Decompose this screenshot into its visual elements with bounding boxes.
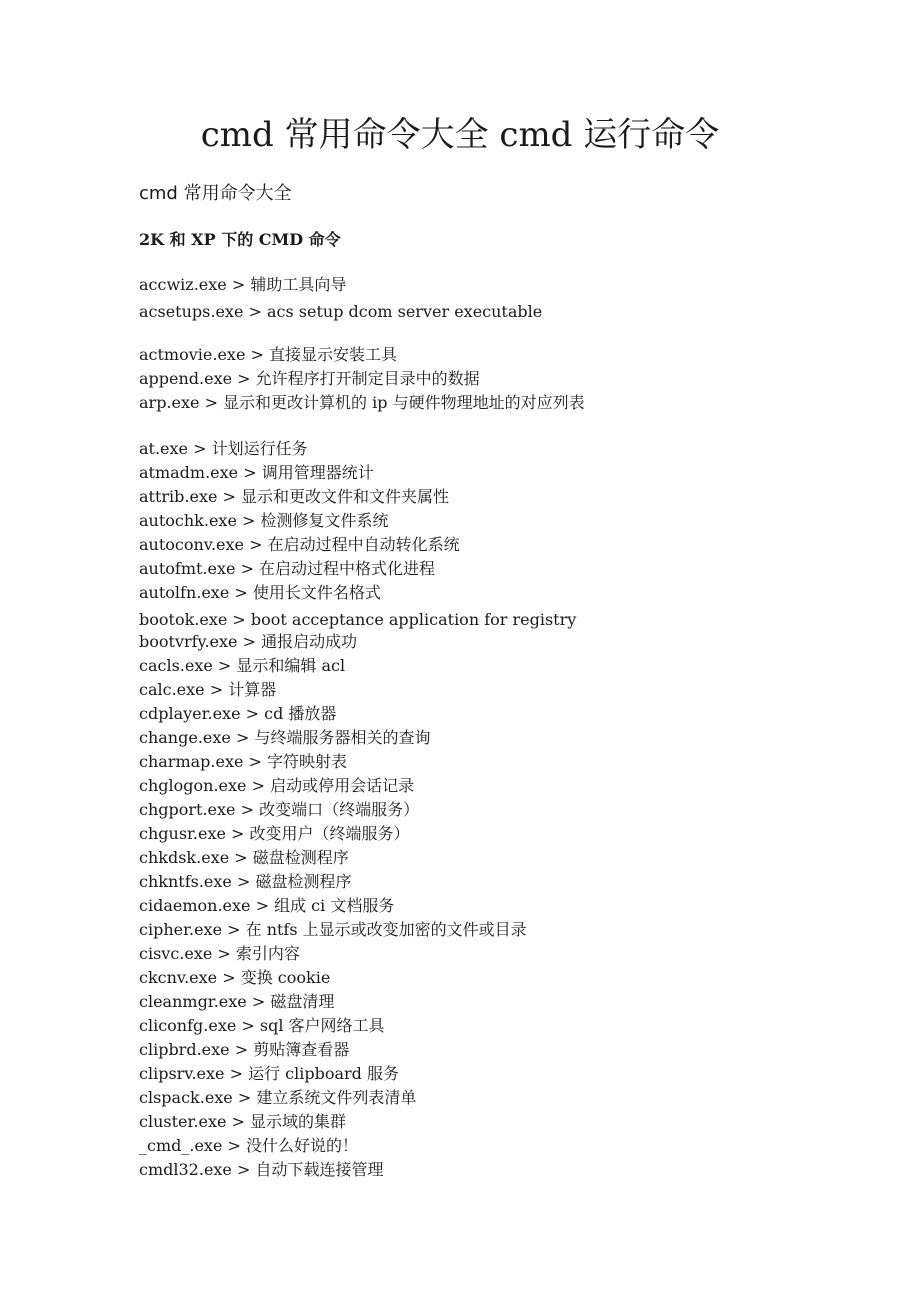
command-entry: chkntfs.exe > 磁盘检测程序	[139, 872, 352, 891]
command-entry: chgport.exe > 改变端口（终端服务）	[139, 800, 420, 819]
command-entry: autoconv.exe > 在启动过程中自动转化系统	[139, 535, 460, 554]
command-entry: ckcnv.exe > 变换 cookie	[139, 968, 331, 987]
command-entry: clspack.exe > 建立系统文件列表清单	[139, 1088, 417, 1107]
command-entry: cipher.exe > 在 ntfs 上显示或改变加密的文件或目录	[139, 920, 527, 939]
command-entry: cmdl32.exe > 自动下载连接管理	[139, 1160, 384, 1179]
command-entry: calc.exe > 计算器	[139, 680, 277, 699]
command-entry: autochk.exe > 检测修复文件系统	[139, 511, 389, 530]
command-entry: arp.exe > 显示和更改计算机的 ip 与硬件物理地址的对应列表	[139, 393, 585, 412]
command-entry: autofmt.exe > 在启动过程中格式化进程	[139, 559, 436, 578]
document-title: cmd 常用命令大全 cmd 运行命令	[200, 115, 720, 155]
command-entry: cliconfg.exe > sql 客户网络工具	[139, 1016, 385, 1035]
command-entry: clipbrd.exe > 剪贴簿查看器	[139, 1040, 350, 1059]
command-entry: chkdsk.exe > 磁盘检测程序	[139, 848, 349, 867]
command-entry: attrib.exe > 显示和更改文件和文件夹属性	[139, 487, 450, 506]
command-entry: atmadm.exe > 调用管理器统计	[139, 463, 374, 482]
section-heading: 2K 和 XP 下的 CMD 命令	[139, 230, 341, 249]
command-entry: chglogon.exe > 启动或停用会话记录	[139, 776, 415, 795]
command-entry: cdplayer.exe > cd 播放器	[139, 704, 337, 723]
command-entry: acsetups.exe > acs setup dcom server executable	[139, 302, 543, 321]
command-entry: chgusr.exe > 改变用户（终端服务）	[139, 824, 410, 843]
command-entry: actmovie.exe > 直接显示安装工具	[139, 345, 397, 364]
command-entry: cisvc.exe > 索引内容	[139, 944, 300, 963]
command-entry: autolfn.exe > 使用长文件名格式	[139, 583, 381, 602]
command-entry: cidaemon.exe > 组成 ci 文档服务	[139, 896, 395, 915]
command-entry: append.exe > 允许程序打开制定目录中的数据	[139, 369, 480, 388]
command-entry: cacls.exe > 显示和编辑 acl	[139, 656, 346, 675]
command-entry: at.exe > 计划运行任务	[139, 439, 308, 458]
command-entry: cluster.exe > 显示域的集群	[139, 1112, 347, 1131]
document-subtitle: cmd 常用命令大全	[139, 183, 292, 204]
command-entry: bootok.exe > boot acceptance application for registry	[139, 610, 577, 629]
command-entry: clipsrv.exe > 运行 clipboard 服务	[139, 1064, 399, 1083]
command-entry: change.exe > 与终端服务器相关的查询	[139, 728, 431, 747]
command-entry: charmap.exe > 字符映射表	[139, 752, 348, 771]
command-entry: cleanmgr.exe > 磁盘清理	[139, 992, 335, 1011]
command-entry: bootvrfy.exe > 通报启动成功	[139, 632, 358, 651]
command-entry: accwiz.exe > 辅助工具向导	[139, 275, 347, 294]
command-entry: _cmd_.exe > 没什么好说的！	[139, 1136, 359, 1155]
